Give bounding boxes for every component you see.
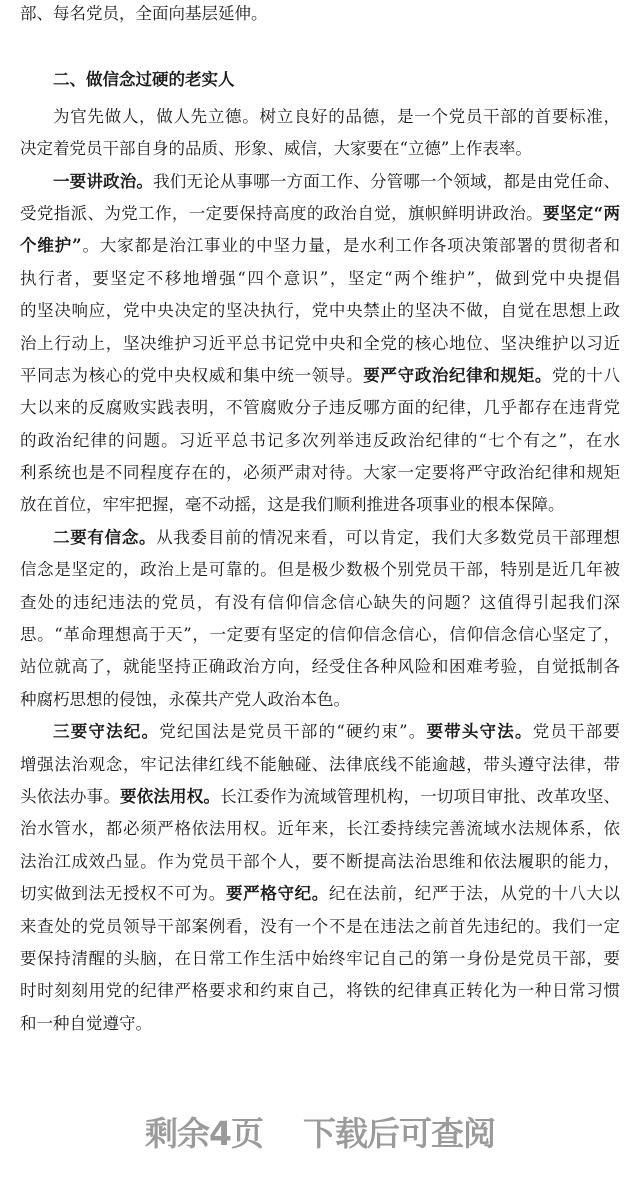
text-line [20,684,620,716]
remaining-pages-label[interactable]: 剩余4页 [145,1114,263,1153]
body-text: 思。“革命理想高于天”，一定要有坚定的信仰信念信心，信仰信念信心坚定了， [20,625,620,645]
document-body [20,0,620,1040]
bold-emphasis-text: 要坚定“两 [543,203,620,223]
body-text: 党纪国法是党员干部的“硬约束”。 [159,722,427,742]
text-line [20,554,620,586]
text-line [20,619,620,651]
bold-emphasis-text: 要带头守法。 [426,722,533,742]
body-text: 来查处的党员领导干部案例看，没有一个不是在违法之前首先违纪的。我们一定 [20,916,620,936]
text-line [20,360,620,392]
body-text: 。大家都是治江事业的中坚力量，是水利工作各项决策部署的贯彻者和 [81,236,620,256]
body-text: 治上行动上，坚决维护习近平总书记党中央和全党的核心地位、坚决维护以习近 [20,333,620,353]
paragraph [20,166,620,522]
text-line [20,166,620,198]
download-prompt[interactable] [0,1108,640,1155]
body-text: 查处的违纪违法的党员，有没有信仰信念信心缺失的问题？这值得引起我们深 [20,592,620,612]
body-text: 增强法治观念，牢记法律红线不能触碰、法律底线不能逾越，带头遵守法律，带 [20,754,620,774]
text-line [20,392,620,424]
body-text: 部、每名党员，全面向基层延伸。 [20,4,268,23]
body-text: 的坚决响应，党中央决定的坚决执行，党中央禁止的坚决不做，自觉在思想上政 [20,301,620,321]
text-line [20,651,620,683]
text-line [20,133,620,165]
body-text: 党员干部要 [532,722,621,742]
text-line [20,749,620,781]
text-line [20,943,620,975]
body-text: 种腐朽思想的侵蚀，永葆共产党人政治本色。 [20,689,350,709]
text-line [20,263,620,295]
text-line [20,911,620,943]
text-line [20,846,620,878]
paragraph [20,0,620,30]
text-line [20,198,620,230]
bold-emphasis-text: 要严格守纪。 [225,884,329,904]
body-text: 受党指派、为党工作，一定要保持高度的政治自觉，旗帜鲜明讲政治。 [20,203,544,223]
text-line [20,813,620,845]
bold-emphasis-text: 一要讲政治。 [53,171,154,191]
body-text: 头依法办事。 [20,786,121,806]
text-line [20,295,620,327]
body-text: 时时刻刻用党的纪律严格要求和约束自己，将铁的纪律真正转化为一种日常习惯 [20,981,620,1001]
text-line [20,101,620,133]
text-line [20,522,620,554]
text-line [20,716,620,748]
download-to-read-label[interactable]: 下载后可查阅 [302,1114,495,1153]
body-text: 决定着党员干部自身的品质、形象、威信，大家要在“立德”上作表率。 [20,139,532,159]
body-text: 治水管水，都必须严格依法用权。近年来，长江委持续完善流域水法规体系，依 [20,819,620,839]
body-text: 为官先做人，做人先立德。树立良好的品德，是一个党员干部的首要标准， [53,106,620,126]
body-text: 党的十八 [552,365,621,385]
text-line [20,975,620,1007]
body-text: 切实做到法无授权不可为。 [20,884,226,904]
paragraph [20,101,620,166]
text-line [20,425,620,457]
body-text: 法治江成效凸显。作为党员干部个人，要不断提高法治思维和依法履职的能力， [20,851,620,871]
text-line [20,457,620,489]
body-text: 和一种自觉遵守。 [20,1013,152,1033]
section-heading: 二、做信念过硬的老实人 [53,69,235,89]
body-text: 平同志为核心的党中央权威和集中统一领导。 [20,365,364,385]
body-text: 纪在法前，纪严于法，从党的十八大以 [328,884,621,904]
body-text: 长江委作为流域管理机构，一切项目审批、改革攻坚、 [220,786,621,806]
body-text: 信念是坚定的，政治上是可靠的。但是极少数极个别党员干部，特别是近几年被 [20,560,620,580]
text-line [20,489,620,521]
text-line [20,0,620,30]
body-text: 大以来的反腐败实践表明，不管腐败分子违反哪方面的纪律，几乎都存在违背党 [20,398,620,418]
text-line [20,230,620,262]
bold-emphasis-text: 要严守政治纪律和规矩。 [363,365,553,385]
body-text: 从我委目前的情况来看，可以肯定，我们大多数党员干部理想 [156,527,620,547]
text-line [20,1008,620,1040]
body-text: 我们无论从事哪一方面工作、分管哪一个领域，都是由党任命、 [153,171,621,191]
body-text: 站位就高了，就能坚持正确政治方向，经受住各种风险和困难考验，自觉抵制各 [20,657,620,677]
paragraph [20,522,620,716]
text-line [20,781,620,813]
body-text: 利系统也是不同程度存在的，必须严肃对待。大家一定要将严守政治纪律和规矩 [20,463,620,483]
body-text: 要保持清醒的头脑，在日常工作生活中始终牢记自己的第一身份是党员干部，要 [20,948,620,968]
text-line [20,587,620,619]
body-text: 执行者，要坚定不移地增强“四个意识”，坚定“两个维护”，做到党中央提倡 [20,268,620,288]
paragraph [20,716,620,1040]
bold-emphasis-text: 二要有信念。 [53,527,157,547]
text-line [20,878,620,910]
body-text: 的政治纪律的问题。习近平总书记多次列举违反政治纪律的“七个有之”，在水 [20,430,620,450]
bold-emphasis-text: 三要守法纪。 [53,722,160,742]
bold-emphasis-text: 要依法用权。 [120,786,221,806]
body-text: 放在首位，牢牢把握，毫不动摇，这是我们顺利推进各项事业的根本保障。 [20,495,565,515]
bold-emphasis-text: 个维护” [20,236,82,256]
text-line [20,328,620,360]
